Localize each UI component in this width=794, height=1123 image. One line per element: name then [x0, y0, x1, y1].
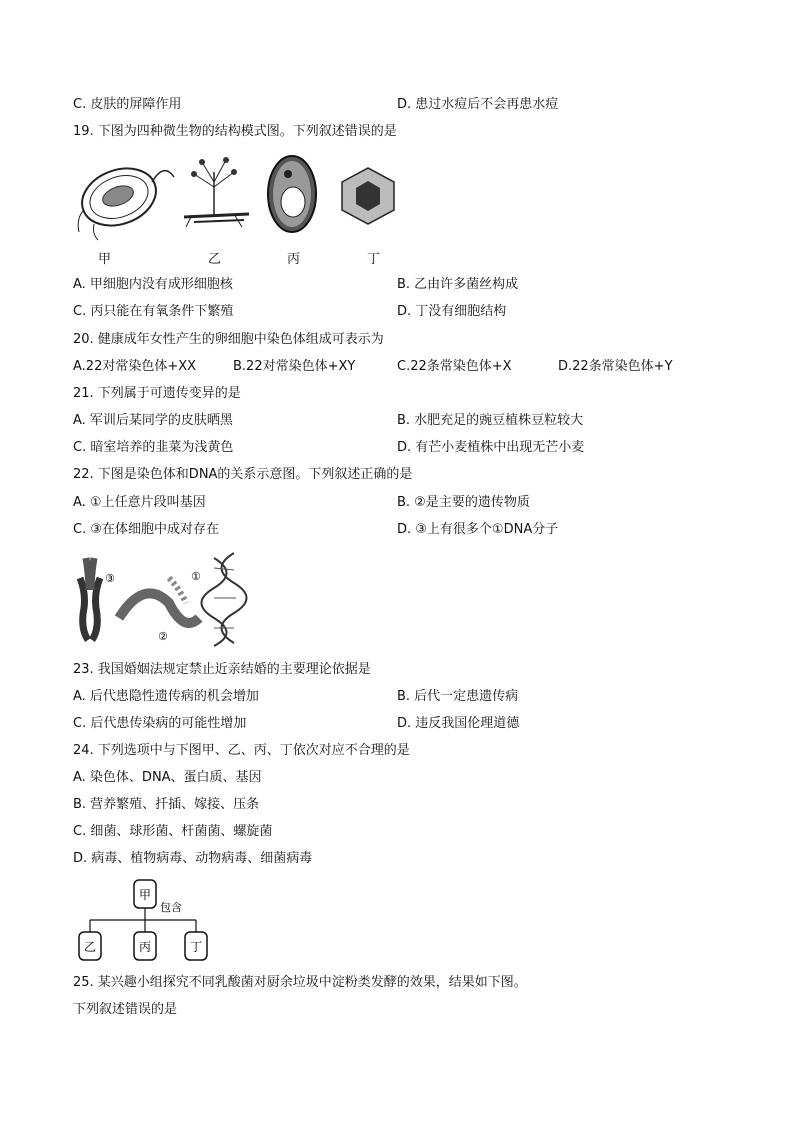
diagram-top-label: 甲 — [138, 888, 152, 902]
q18-option-c: C. 皮肤的屏障作用 — [73, 97, 182, 112]
q19-option-b: B. 乙由许多菌丝构成 — [397, 277, 519, 292]
q25-stem: 25. 某兴趣小组探究不同乳酸菌对厨余垃圾中淀粉类发酵的效果，结果如下图。 — [73, 975, 527, 990]
yeast-drawing — [268, 156, 316, 232]
q18-option-d: D. 患过水痘后不会再患水痘 — [397, 97, 559, 112]
q20-option-b: B.22对常染色体+XY — [233, 359, 356, 374]
q23-option-b: B. 后代一定患遗传病 — [397, 689, 519, 704]
q23-stem: 23. 我国婚姻法规定禁止近亲结婚的主要理论依据是 — [73, 662, 371, 677]
q22-option-d: D. ③上有很多个①DNA分子 — [397, 522, 559, 537]
coil-drawing — [119, 578, 199, 623]
q19-option-d: D. 丁没有细胞结构 — [397, 304, 507, 319]
q20-option-c: C.22条常染色体+X — [397, 359, 512, 374]
q21-option-c: C. 暗室培养的韭菜为浅黄色 — [73, 440, 234, 455]
diagram-child-3: 丁 — [189, 940, 203, 954]
q23-option-a: A. 后代患隐性遗传病的机会增加 — [73, 689, 259, 704]
q22-option-c: C. ③在体细胞中成对存在 — [73, 522, 219, 537]
q19-option-c: C. 丙只能在有氧条件下繁殖 — [73, 304, 234, 319]
q20-option-d: D.22条常染色体+Y — [558, 359, 673, 374]
q24-stem: 24. 下列选项中与下图甲、乙、丙、丁依次对应不合理的是 — [73, 743, 410, 758]
q25-stem-continued: 下列叙述错误的是 — [73, 1002, 178, 1017]
q22-option-b: B. ②是主要的遗传物质 — [397, 495, 530, 510]
q21-option-b: B. 水肥充足的豌豆植株豆粒较大 — [397, 413, 584, 428]
q21-stem: 21. 下列属于可遗传变异的是 — [73, 386, 241, 401]
diagram-child-2: 丙 — [138, 940, 152, 954]
q22-stem: 22. 下图是染色体和DNA的关系示意图。下列叙述正确的是 — [73, 467, 413, 482]
q19-stem: 19. 下图为四种微生物的结构模式图。下列叙述错误的是 — [73, 124, 397, 139]
label-yi: 乙 — [208, 252, 222, 267]
chromosome-dna-figure — [74, 548, 254, 648]
q24-option-c: C. 细菌、球形菌、杆菌菌、螺旋菌 — [73, 824, 273, 839]
bacterium-drawing — [74, 159, 174, 240]
q20-option-a: A.22对常染色体+XX — [73, 359, 197, 374]
microbe-figure — [74, 152, 414, 242]
label-bing: 丙 — [287, 252, 301, 267]
q19-option-a: A. 甲细胞内没有成形细胞核 — [73, 277, 233, 292]
diagram-relation-label: 包含 — [160, 901, 182, 914]
dna-helix-drawing — [202, 553, 247, 646]
virus-drawing — [342, 168, 394, 224]
q20-stem: 20. 健康成年女性产生的卵细胞中染色体组成可表示为 — [73, 332, 384, 347]
diagram-child-1: 乙 — [83, 940, 97, 954]
hierarchy-diagram — [74, 878, 214, 963]
marker-3: ③ — [105, 572, 115, 585]
label-ding: 丁 — [367, 252, 381, 267]
marker-2: ② — [158, 630, 168, 643]
q21-option-a: A. 军训后某同学的皮肤晒黑 — [73, 413, 233, 428]
chromosome-drawing — [80, 558, 100, 640]
q21-option-d: D. 有芒小麦植株中出现无芒小麦 — [397, 440, 585, 455]
q24-option-b: B. 营养繁殖、扦插、嫁接、压条 — [73, 797, 260, 812]
q22-option-a: A. ①上任意片段叫基因 — [73, 495, 206, 510]
marker-1: ① — [191, 570, 201, 583]
q23-option-c: C. 后代患传染病的可能性增加 — [73, 716, 247, 731]
q23-option-d: D. 违反我国伦理道德 — [397, 716, 520, 731]
label-jia: 甲 — [98, 252, 112, 267]
q24-option-d: D. 病毒、植物病毒、动物病毒、细菌病毒 — [73, 851, 313, 866]
mold-drawing — [184, 157, 249, 227]
q24-option-a: A. 染色体、DNA、蛋白质、基因 — [73, 770, 262, 785]
